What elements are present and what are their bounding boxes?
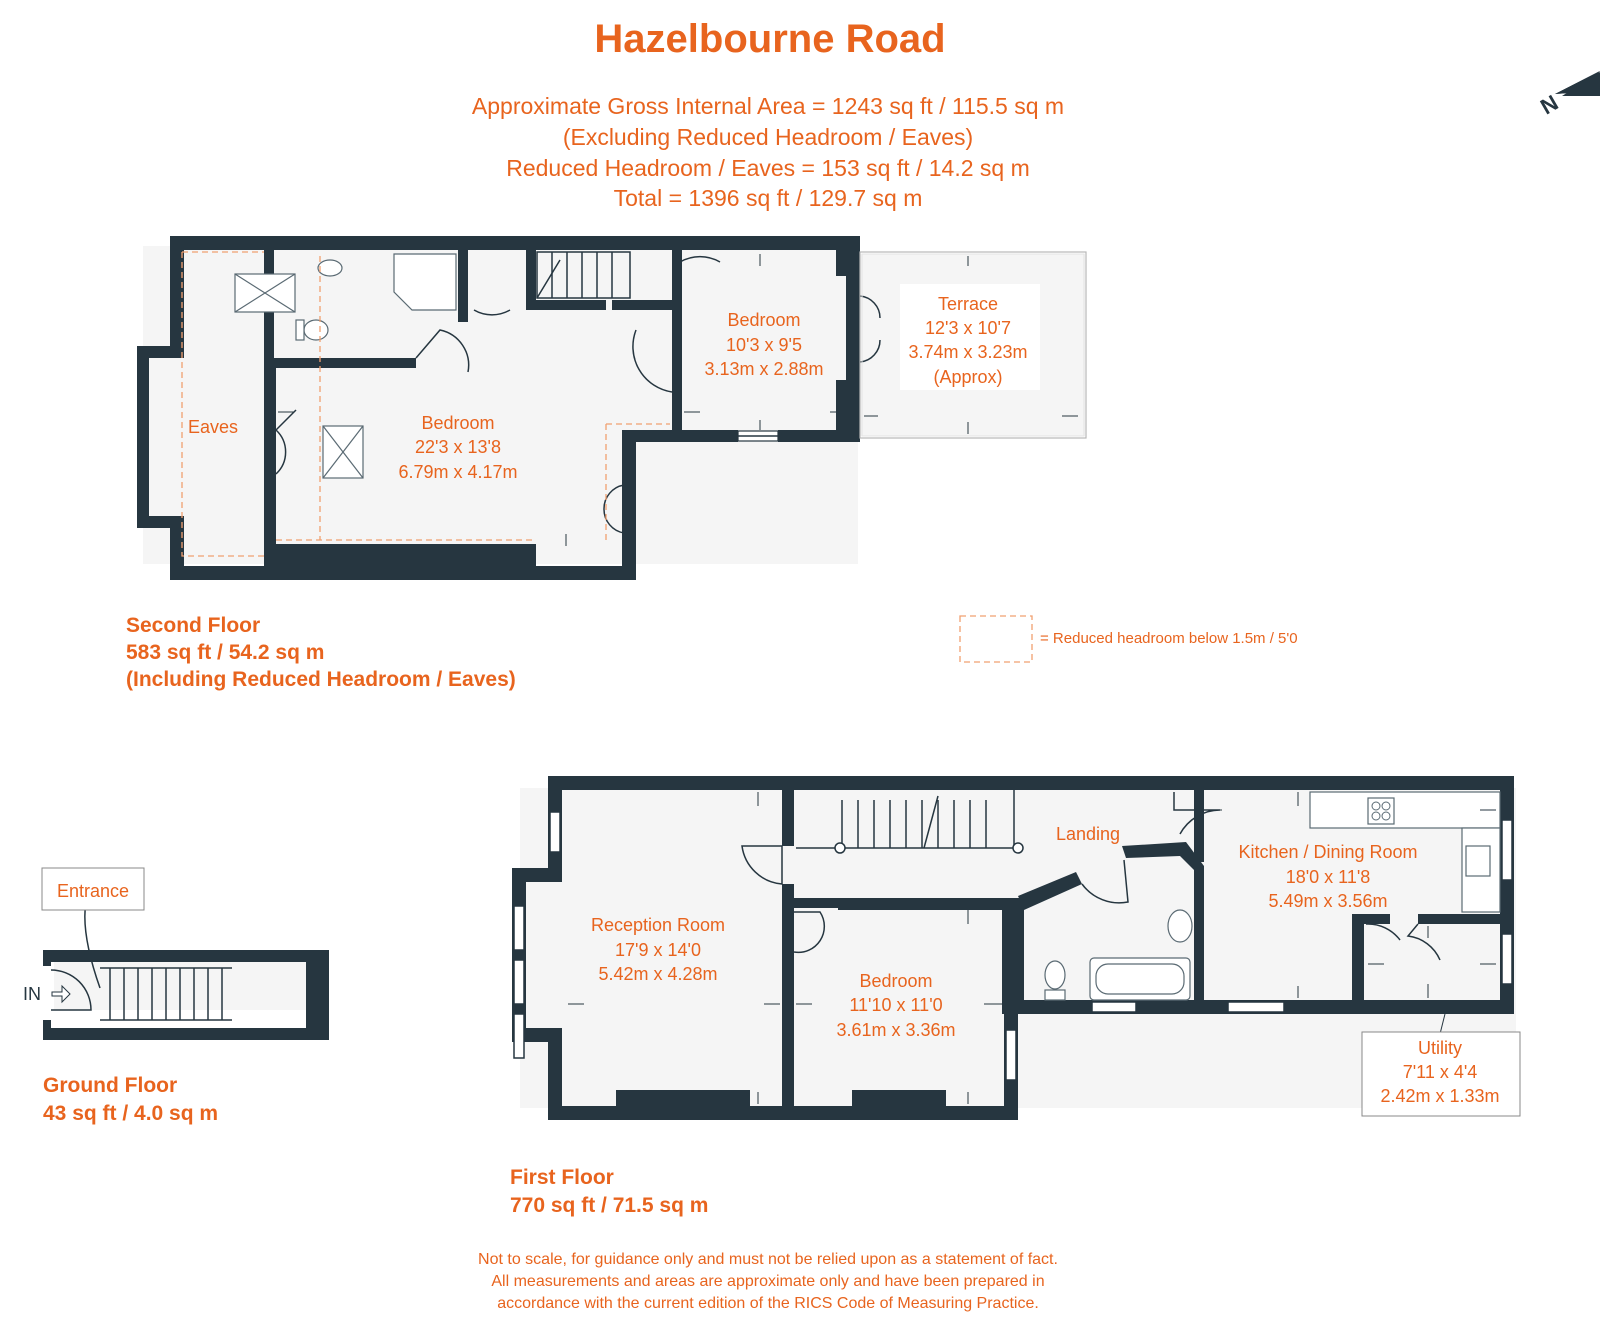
room-reception-imperial: 17'9 x 14'0 <box>615 940 701 960</box>
area-line-3: Reduced Headroom / Eaves = 153 sq ft / 14.2 sq m <box>506 155 1030 181</box>
area-line-4: Total = 1396 sq ft / 129.7 sq m <box>613 185 923 211</box>
room-terrace-note: (Approx) <box>933 367 1003 387</box>
first-floor-name: First Floor <box>510 1166 614 1189</box>
room-terrace-metric: 3.74m x 3.23m <box>908 342 1028 362</box>
room-bedroom-ff-metric: 3.61m x 3.36m <box>836 1020 956 1040</box>
second-floor-area: 583 sq ft / 54.2 sq m <box>126 641 325 664</box>
room-bedroom-main-metric: 6.79m x 4.17m <box>398 462 518 482</box>
room-kitchen-name: Kitchen / Dining Room <box>1238 842 1418 862</box>
disclaimer-line-1: Not to scale, for guidance only and must not be relied upon as a statement of fact. <box>478 1251 1058 1268</box>
page-title: Hazelbourne Road <box>594 17 946 61</box>
ground-floor-plan <box>23 868 329 1040</box>
entrance-label: Entrance <box>56 881 130 901</box>
room-bedroom-main-name: Bedroom <box>421 413 495 433</box>
room-terrace-name: Terrace <box>937 294 999 314</box>
room-utility-imperial: 7'11 x 4'4 <box>1402 1062 1478 1082</box>
area-line-2: (Excluding Reduced Headroom / Eaves) <box>562 124 974 150</box>
area-line-1: Approximate Gross Internal Area = 1243 sq ft / 115.5 sq m <box>471 93 1065 119</box>
first-floor-area: 770 sq ft / 71.5 sq m <box>510 1194 709 1217</box>
room-bedroom-main-imperial: 22'3 x 13'8 <box>415 437 501 457</box>
room-reception-metric: 5.42m x 4.28m <box>598 964 718 984</box>
entrance-in-label: IN <box>23 984 41 1004</box>
svg-text:N: N <box>1536 89 1563 120</box>
disclaimer-line-3: accordance with the current edition of the RICS Code of Measuring Practice. <box>497 1295 1039 1312</box>
ground-floor-area: 43 sq ft / 4.0 sq m <box>43 1102 219 1125</box>
room-eaves-name: Eaves <box>187 417 239 437</box>
room-reception-name: Reception Room <box>590 915 726 935</box>
headroom-legend <box>960 616 1298 662</box>
room-bedroom-small-imperial: 10'3 x 9'5 <box>726 335 802 355</box>
room-bedroom-small-metric: 3.13m x 2.88m <box>704 359 824 379</box>
room-utility-metric: 2.42m x 1.33m <box>1380 1086 1500 1106</box>
headroom-legend-text: = Reduced headroom below 1.5m / 5'0 <box>1040 630 1298 647</box>
ground-floor-name: Ground Floor <box>43 1074 178 1097</box>
second-floor-plan <box>137 236 1086 580</box>
room-bedroom-ff-name: Bedroom <box>859 971 933 991</box>
room-bedroom-small-name: Bedroom <box>727 310 801 330</box>
north-compass-icon <box>1536 71 1600 119</box>
room-kitchen-metric: 5.49m x 3.56m <box>1268 891 1388 911</box>
first-floor-plan <box>512 776 1520 1120</box>
second-floor-name: Second Floor <box>126 614 261 637</box>
room-landing-name: Landing <box>1055 824 1121 844</box>
room-kitchen-imperial: 18'0 x 11'8 <box>1285 867 1371 887</box>
room-terrace-imperial: 12'3 x 10'7 <box>925 318 1011 338</box>
room-utility-name: Utility <box>1418 1038 1462 1058</box>
disclaimer-line-2: All measurements and areas are approximate only and have been prepared in <box>491 1273 1045 1290</box>
second-floor-note: (Including Reduced Headroom / Eaves) <box>126 668 516 691</box>
room-bedroom-ff-imperial: 11'10 x 11'0 <box>849 995 943 1015</box>
